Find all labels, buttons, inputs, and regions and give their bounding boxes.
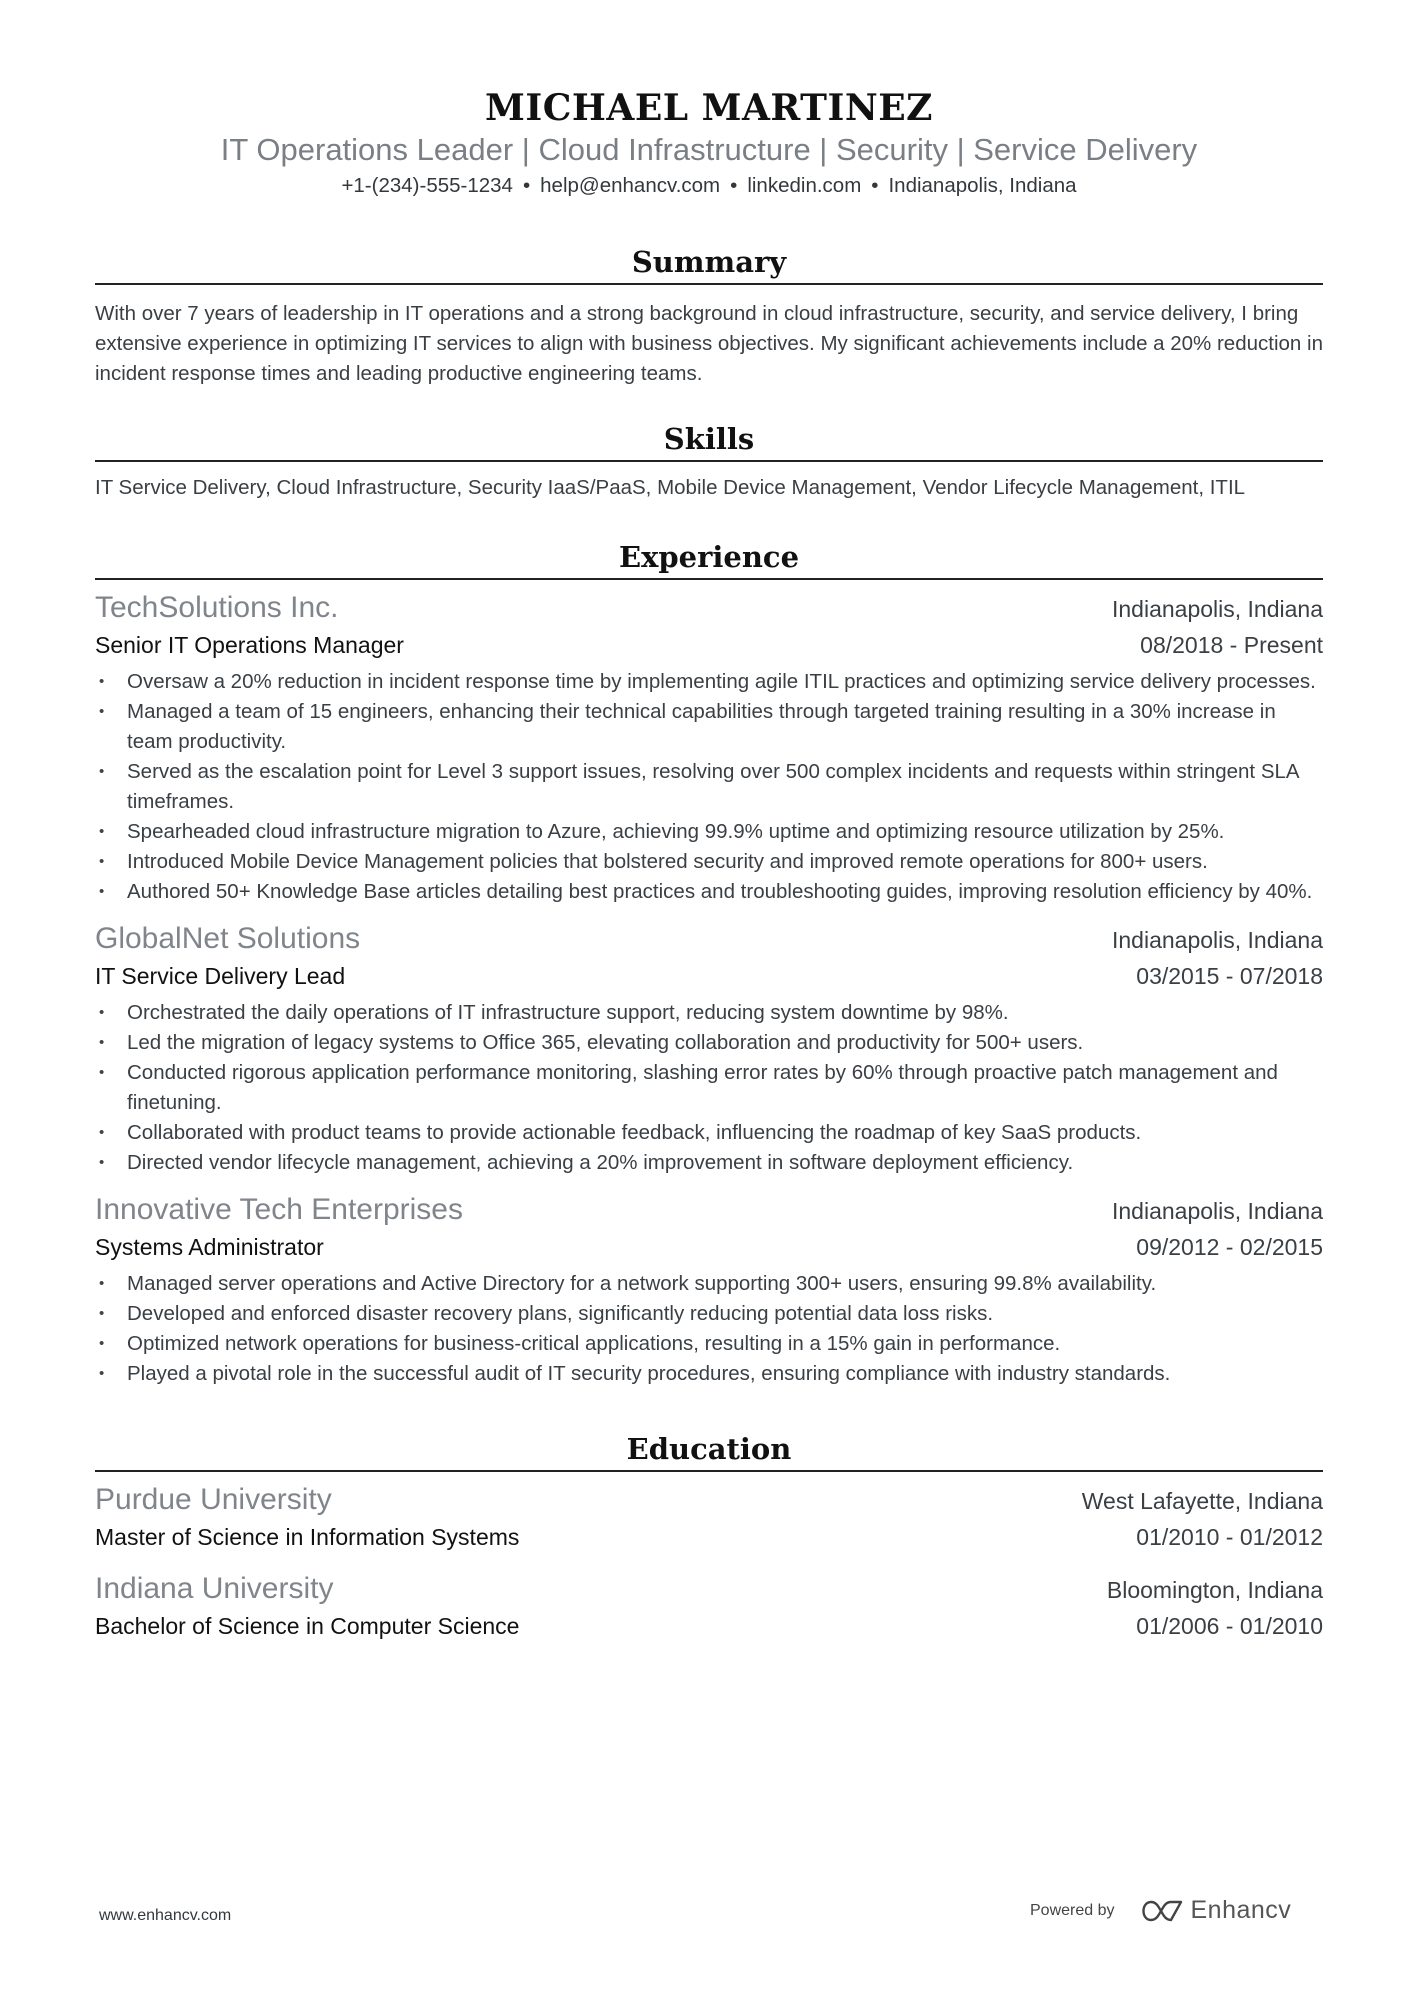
achievement-list	[95, 667, 1323, 907]
contact-phone: +1-(234)-555-1234	[341, 174, 513, 197]
education-entry	[95, 1571, 1323, 1644]
company-name: TechSolutions Inc.	[95, 591, 339, 624]
job-dates: 09/2012 - 02/2015	[1136, 1234, 1323, 1260]
skills-text: IT Service Delivery, Cloud Infrastructure, Security IaaS/PaaS, Mobile Device Management, Vendor Lifecycle Management, ITIL	[95, 476, 1246, 499]
experience-entry	[95, 1192, 1323, 1389]
skills-title: Skills	[663, 422, 755, 456]
list-item: • Spearheaded cloud infrastructure migration to Azure, achieving 99.9% uptime and optimizing resource utilization by 25%.	[95, 817, 1323, 847]
experience-title: Experience	[618, 540, 800, 574]
degree: Master of Science in Information Systems	[95, 1524, 520, 1550]
experience-entry	[95, 590, 1323, 907]
contact-line	[95, 172, 1323, 200]
company-name: GlobalNet Solutions	[95, 922, 361, 955]
company-name: Innovative Tech Enterprises	[95, 1193, 463, 1226]
job-dates: 08/2018 - Present	[1140, 632, 1323, 658]
education-section	[95, 1429, 1323, 1644]
resume-header	[95, 0, 1323, 200]
skills-section	[95, 419, 1323, 501]
list-item: • Orchestrated the daily operations of IT infrastructure support, reducing system downtime by 98%.	[95, 998, 1323, 1028]
summary-section	[95, 242, 1323, 389]
job-location: Indianapolis, Indiana	[1112, 596, 1323, 622]
list-item: • Managed server operations and Active Directory for a network supporting 300+ users, ensuring 99.8% availability.	[95, 1269, 1323, 1299]
entry-role-row	[95, 627, 1323, 663]
education-dates: 01/2006 - 01/2010	[1136, 1613, 1323, 1639]
list-item: • Introduced Mobile Device Management policies that bolstered security and improved remote operations for 800+ users.	[95, 847, 1323, 877]
candidate-name: MICHAEL MARTINEZ	[485, 87, 933, 129]
job-title: Systems Administrator	[95, 1234, 324, 1260]
list-item: • Conducted rigorous application performance monitoring, slashing error rates by 60% through proactive patch management and finetuning.	[95, 1058, 1323, 1118]
list-item: • Served as the escalation point for Level 3 support issues, resolving over 500 complex incidents and requests within stringent SLA timeframes.	[95, 757, 1323, 817]
resume-page	[95, 0, 1323, 1644]
list-item: • Developed and enforced disaster recovery plans, significantly reducing potential data loss risks.	[95, 1299, 1323, 1329]
contact-location: Indianapolis, Indiana	[888, 174, 1077, 197]
entry-heading-row	[95, 1192, 1323, 1229]
section-divider	[95, 460, 1323, 462]
achievement-list	[95, 1269, 1323, 1389]
job-title: Senior IT Operations Manager	[95, 632, 404, 658]
degree: Bachelor of Science in Computer Science	[95, 1613, 520, 1639]
list-item: • Led the migration of legacy systems to Office 365, elevating collaboration and productivity for 500+ users.	[95, 1028, 1323, 1058]
bullet-separator: •	[871, 174, 879, 197]
candidate-headline: IT Operations Leader | Cloud Infrastructure | Security | Service Delivery	[220, 132, 1198, 167]
enhancv-logo[interactable]	[1137, 1896, 1292, 1925]
job-location: Indianapolis, Indiana	[1112, 1198, 1323, 1224]
footer-branding	[1030, 1896, 1291, 1925]
achievement-list	[95, 998, 1323, 1178]
list-item: • Played a pivotal role in the successful audit of IT security procedures, ensuring compliance with industry standards.	[95, 1359, 1323, 1389]
summary-text: With over 7 years of leadership in IT operations and a strong background in cloud infrastructure, security, and service delivery, I bring extensive experience in optimizing IT services to align with business objectives. My significant achievements include a 20% reduction in incident response times and leading productive engineering teams.	[95, 302, 1323, 385]
school-name: Purdue University	[95, 1483, 332, 1516]
bullet-separator: •	[522, 174, 531, 197]
job-title: IT Service Delivery Lead	[95, 963, 346, 989]
list-item: • Oversaw a 20% reduction in incident response time by implementing agile ITIL practices and optimizing service delivery processes.	[95, 667, 1323, 697]
job-location: Indianapolis, Indiana	[1112, 927, 1323, 953]
bullet-separator: •	[730, 174, 738, 197]
list-item: • Managed a team of 15 engineers, enhancing their technical capabilities through targeted training resulting in a 30% increase in team productivity.	[95, 697, 1323, 757]
list-item: • Optimized network operations for business-critical applications, resulting in a 15% gain in performance.	[95, 1329, 1323, 1359]
footer-website[interactable]: www.enhancv.com	[99, 1907, 232, 1924]
list-item: • Directed vendor lifecycle management, achieving a 20% improvement in software deployment efficiency.	[95, 1148, 1323, 1178]
enhancv-logo-icon	[1137, 1898, 1185, 1924]
section-divider	[95, 283, 1323, 285]
experience-section	[95, 537, 1323, 1389]
entry-role-row	[95, 1229, 1323, 1265]
entry-heading-row	[95, 590, 1323, 627]
experience-entry	[95, 921, 1323, 1178]
contact-email[interactable]: help@enhancv.com	[540, 174, 721, 197]
contact-linkedin[interactable]: linkedin.com	[747, 174, 862, 197]
entry-role-row	[95, 958, 1323, 994]
entry-heading-row	[95, 921, 1323, 958]
education-dates: 01/2010 - 01/2012	[1136, 1524, 1323, 1550]
entry-role-row	[95, 1519, 1323, 1555]
powered-by-label: Powered by	[1030, 1901, 1115, 1919]
section-divider	[95, 578, 1323, 580]
entry-heading-row	[95, 1571, 1323, 1608]
school-location: Bloomington, Indiana	[1106, 1577, 1323, 1603]
entry-role-row	[95, 1608, 1323, 1644]
education-title: Education	[626, 1432, 792, 1466]
brand-name: Enhancv	[1190, 1896, 1292, 1924]
summary-title: Summary	[631, 245, 787, 279]
job-dates: 03/2015 - 07/2018	[1136, 963, 1323, 989]
list-item: • Collaborated with product teams to provide actionable feedback, influencing the roadmap of key SaaS products.	[95, 1118, 1323, 1148]
list-item: • Authored 50+ Knowledge Base articles detailing best practices and troubleshooting guides, improving resolution efficiency by 40%.	[95, 877, 1323, 907]
school-location: West Lafayette, Indiana	[1081, 1488, 1323, 1514]
school-name: Indiana University	[95, 1572, 334, 1605]
education-entry	[95, 1482, 1323, 1555]
section-divider	[95, 1470, 1323, 1472]
entry-heading-row	[95, 1482, 1323, 1519]
